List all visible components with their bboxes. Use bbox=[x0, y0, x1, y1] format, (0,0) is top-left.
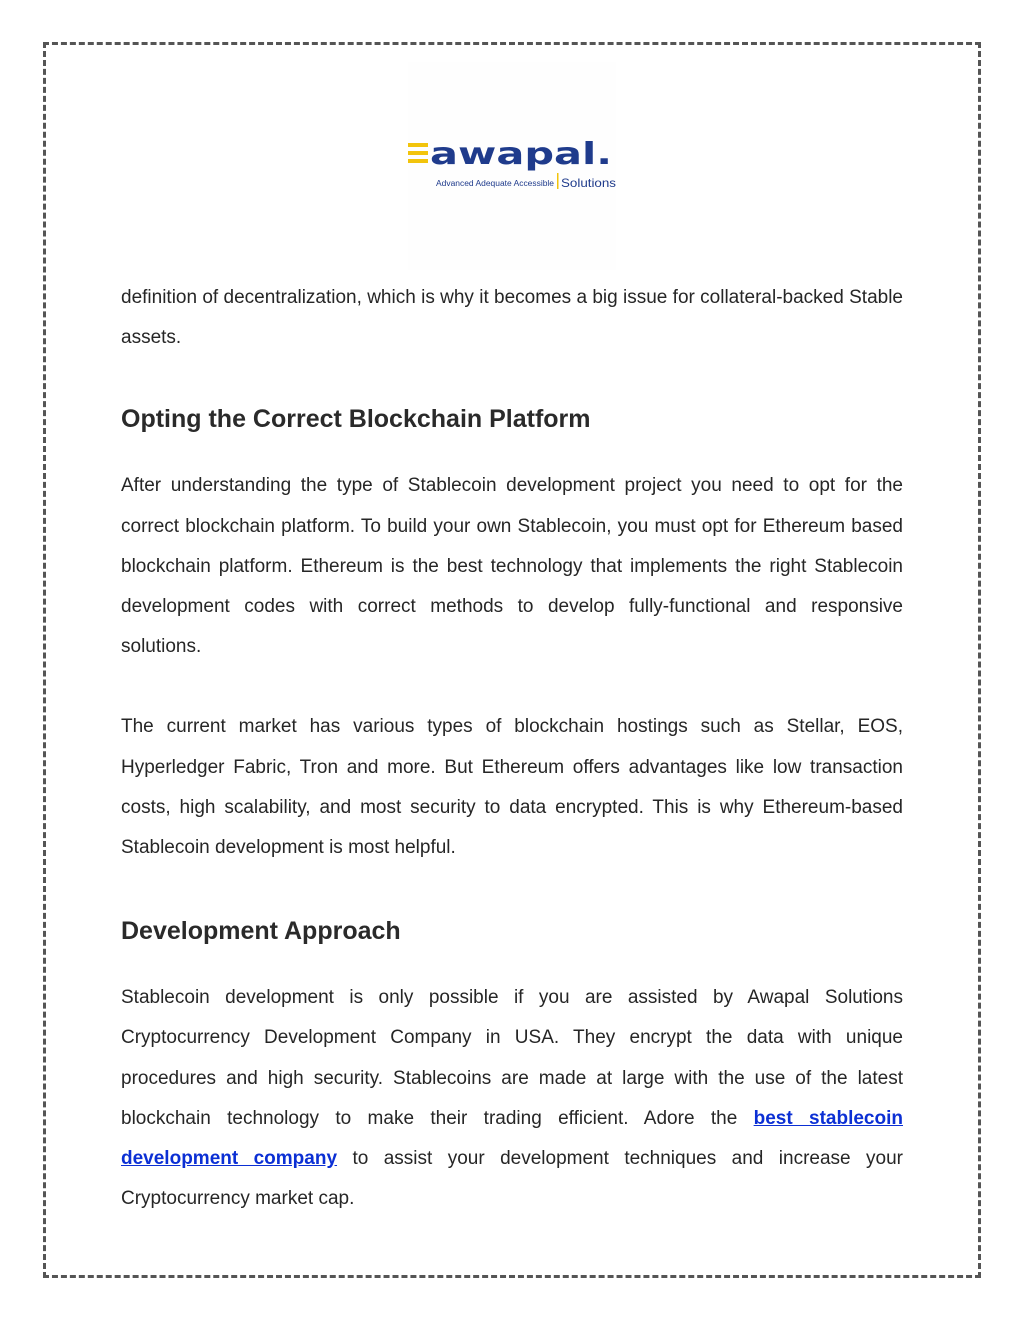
awapal-logo-icon bbox=[408, 140, 616, 192]
paragraph-blockchain-platform-2: The current market has various types of blockchain hostings such as Stellar, EOS, Hyperledger Fabric, Tron and more. But Ethereum offers advantages like low transaction costs, high scalability, and most security to data encrypted. This is why Ethereum-based Stablecoin development is most helpful. bbox=[121, 716, 903, 859]
section-heading-development-approach: Development Approach bbox=[121, 917, 401, 946]
logo-wordmark: awapal. bbox=[430, 140, 612, 172]
best-stablecoin-company-link[interactable]: best stablecoin development company bbox=[121, 1107, 903, 1170]
logo-solutions: Solutions bbox=[561, 176, 616, 190]
paragraph-development-approach bbox=[121, 978, 903, 1219]
paragraph-text-before-link: Stablecoin development is only possible if you are assisted by Awapal Solutions Cryptocurrency Development Company in USA. They encrypt the data with unique procedures and high security. Stablecoins are made at large with the use of the latest blockchain technology to make their trading efficient. Adore the bbox=[121, 987, 903, 1129]
paragraph-blockchain-platform-1: After understanding the type of Stablecoin development project you need to opt for the correct blockchain platform. To build your own Stablecoin, you must opt for Ethereum based blockchain platform. Ethereum is the best technology that implements the right Stablecoin development codes with correct methods to develop fully-functional and responsive solutions. bbox=[121, 475, 903, 658]
company-logo bbox=[408, 62, 616, 270]
logo-tagline: Advanced Adequate Accessible bbox=[436, 179, 555, 188]
paragraph-text-after-link: to assist your development techniques and increase your Cryptocurrency market cap. bbox=[121, 1148, 903, 1210]
section-heading-blockchain-platform: Opting the Correct Blockchain Platform bbox=[121, 405, 591, 434]
document-body bbox=[121, 278, 903, 1219]
intro-paragraph: definition of decentralization, which is why it becomes a big issue for collateral-backed Stable assets. bbox=[121, 287, 903, 349]
